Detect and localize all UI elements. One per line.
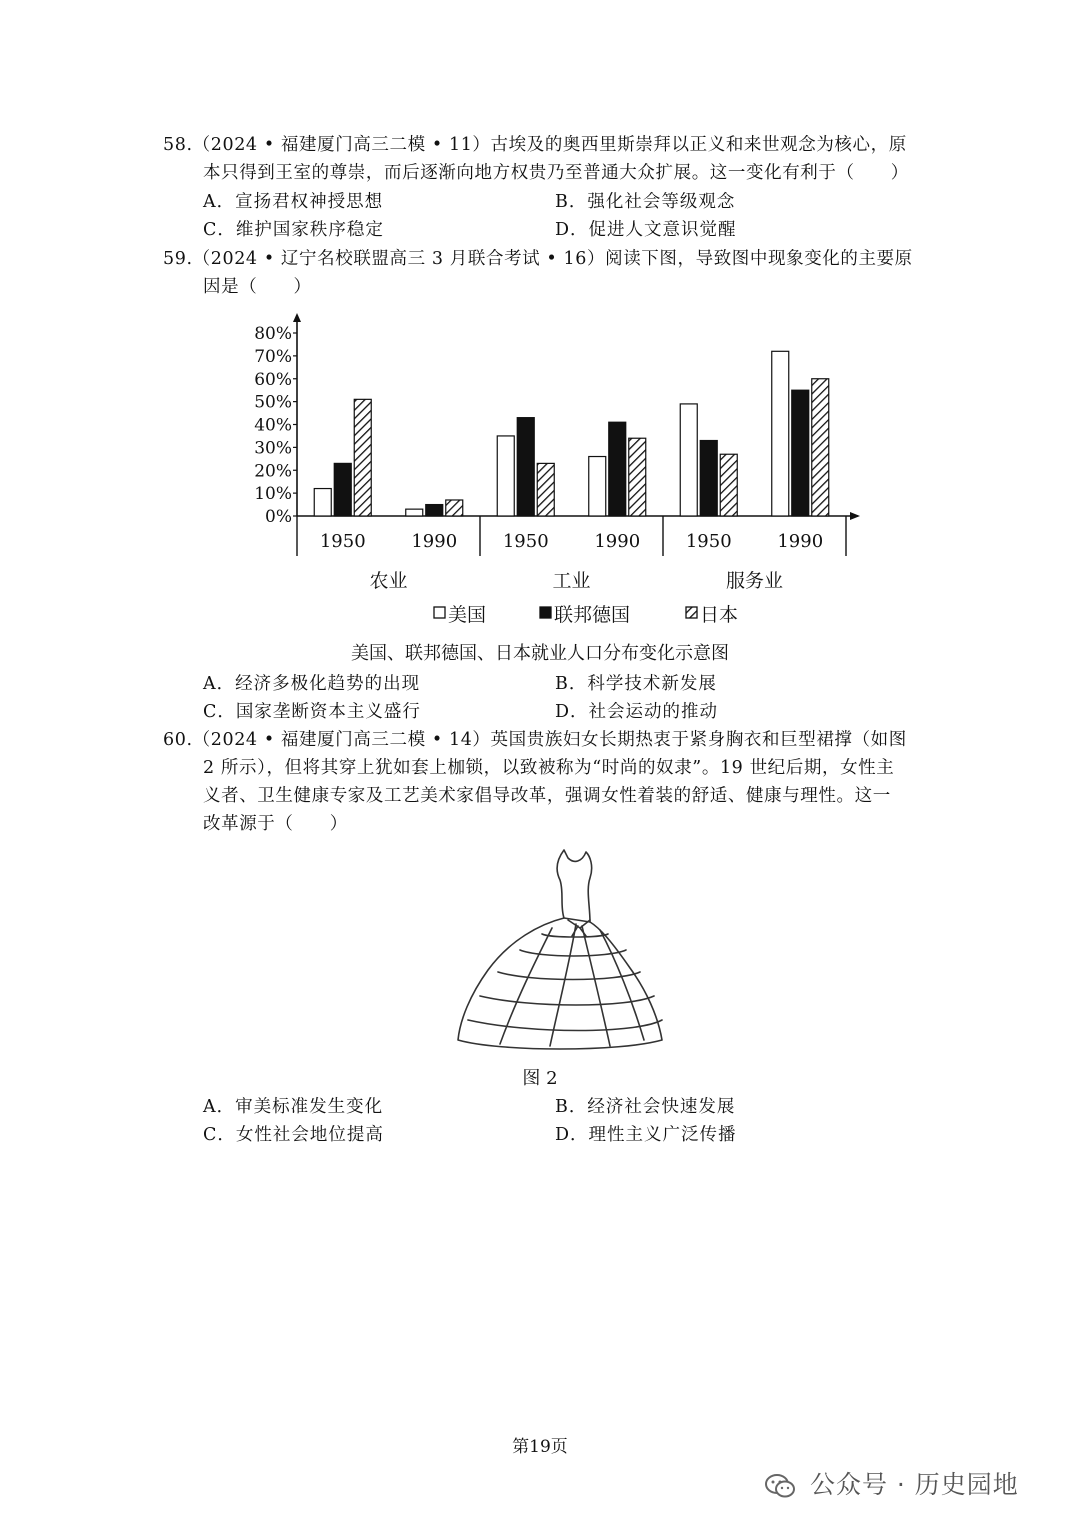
q58-option-b: B．强化社会等级观念 — [555, 192, 736, 212]
y-tick-label: 20% — [254, 461, 292, 482]
y-tick-label: 60% — [254, 369, 292, 390]
x-category-label: 1950 — [319, 531, 366, 552]
q60-stem-line2: 2 所示），但将其穿上犹如套上枷锁，以致被称为“时尚的奴隶”。19 世纪后期，女性主 — [203, 758, 895, 778]
bar-美国-5 — [772, 351, 789, 516]
x-category-label: 1950 — [502, 531, 549, 552]
x-axis-arrow — [850, 512, 860, 520]
bar-美国-0 — [314, 489, 331, 516]
q59-option-c: C．国家垄断资本主义盛行 — [203, 702, 421, 722]
bar-日本-5 — [812, 379, 829, 516]
q59-option-a: A．经济多极化趋势的出现 — [203, 674, 421, 694]
y-tick-label: 30% — [254, 438, 292, 459]
q60-option-b: B．经济社会快速发展 — [555, 1097, 736, 1117]
bar-美国-2 — [497, 436, 514, 516]
bar-日本-4 — [720, 454, 737, 516]
y-tick-label: 40% — [254, 415, 292, 436]
q59-stem-line2: 因是（ ） — [203, 277, 312, 297]
watermark-text: 公众号 · 历史园地 — [809, 1470, 1019, 1499]
x-category-label: 1950 — [685, 531, 732, 552]
bar-联邦德国-2 — [517, 418, 534, 516]
chart-title: 美国、联邦德国、日本就业人口分布变化示意图 — [351, 643, 729, 664]
bar-美国-1 — [406, 509, 423, 516]
y-tick-label: 70% — [254, 346, 292, 367]
x-category-label: 1990 — [411, 531, 458, 552]
bar-联邦德国-3 — [609, 422, 626, 516]
x-group-label: 服务业 — [725, 570, 784, 592]
y-tick-label: 0% — [265, 507, 292, 527]
legend-label-日本: 日本 — [700, 604, 739, 626]
x-group-label: 农业 — [369, 570, 408, 592]
bar-联邦德国-1 — [426, 505, 443, 516]
crinoline-dress-illustration — [440, 840, 680, 1060]
x-group-label: 工业 — [552, 570, 591, 592]
bar-日本-3 — [629, 438, 646, 516]
page-number: 第19页 — [512, 1437, 568, 1457]
bar-联邦德国-5 — [792, 390, 809, 516]
x-category-label: 1990 — [777, 531, 824, 552]
legend-swatch-日本 — [686, 607, 697, 618]
bar-联邦德国-4 — [700, 441, 717, 516]
legend-label-美国: 美国 — [448, 604, 487, 626]
bar-日本-0 — [354, 399, 371, 516]
q58-stem-line1: 58.（2024 • 福建厦门高三二模 • 11）古埃及的奥西里斯崇拜以正义和来世观念为核心，原 — [163, 135, 907, 155]
y-tick-label: 80% — [254, 324, 292, 344]
legend-label-联邦德国: 联邦德国 — [554, 604, 631, 626]
legend-swatch-联邦德国 — [540, 607, 551, 618]
q60-option-a: A．审美标准发生变化 — [203, 1097, 384, 1117]
q60-option-d: D．理性主义广泛传播 — [555, 1125, 737, 1145]
bar-联邦德国-0 — [334, 463, 351, 516]
wechat-icon — [765, 1473, 795, 1499]
q60-stem-line3: 义者、卫生健康专家及工艺美术家倡导改革，强调女性着装的舒适、健康与理性。这一 — [203, 786, 891, 806]
bar-日本-1 — [446, 500, 463, 516]
q59-option-d: D．社会运动的推动 — [555, 702, 719, 722]
bar-美国-4 — [680, 404, 697, 516]
chart-bars — [314, 351, 829, 516]
x-category-label: 1990 — [594, 531, 641, 552]
q58-option-a: A．宣扬君权神授思想 — [203, 192, 384, 212]
y-tick-label: 50% — [254, 392, 292, 413]
watermark — [765, 1465, 1019, 1501]
q60-stem-line4: 改革源于（ ） — [203, 814, 348, 834]
bar-日本-2 — [537, 463, 554, 516]
legend-swatch-美国 — [434, 607, 445, 618]
bar-美国-3 — [589, 457, 606, 516]
q60-stem-line1: 60.（2024 • 福建厦门高三二模 • 14）英国贵族妇女长期热衷于紧身胸衣和巨型裙撑（如图 — [163, 730, 907, 750]
y-axis-arrow — [293, 313, 301, 322]
y-tick-label: 10% — [254, 484, 292, 505]
q58-option-d: D．促进人文意识觉醒 — [555, 220, 737, 240]
q60-option-c: C．女性社会地位提高 — [203, 1125, 384, 1145]
q58-option-c: C．维护国家秩序稳定 — [203, 220, 384, 240]
employment-bar-chart — [0, 300, 1080, 640]
chart-legend — [434, 604, 738, 626]
q59-option-b: B．科学技术新发展 — [555, 674, 717, 694]
q58-stem-line2: 本只得到王室的尊崇，而后逐渐向地方权贵乃至普通大众扩展。这一变化有利于（ ） — [203, 163, 909, 183]
q59-stem-line1: 59.（2024 • 辽宁名校联盟高三 3 月联合考试 • 16）阅读下图，导致图中现象变化的主要原 — [163, 249, 913, 269]
figure-2-caption: 图 2 — [522, 1068, 558, 1089]
